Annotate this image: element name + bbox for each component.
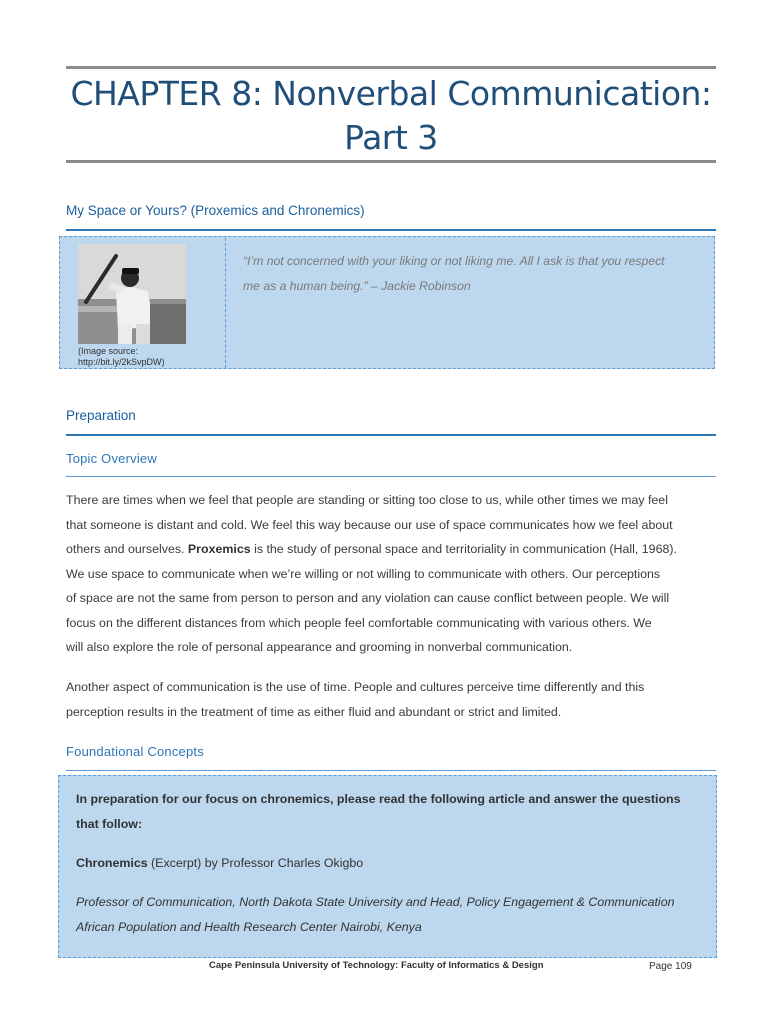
photo-illustration <box>78 244 186 344</box>
para1-text: is the study of personal space and territoriality in communication (Hall, 1968). <box>254 542 677 556</box>
chapter-title <box>66 72 716 160</box>
jackie-robinson-quote <box>243 249 703 299</box>
article-citation <box>76 851 706 876</box>
article-author: (Excerpt) by Professor Charles Okigbo <box>147 856 364 870</box>
preparation-rule <box>66 434 716 436</box>
topic-overview-rule <box>66 476 716 477</box>
topic-overview-paragraph <box>66 488 718 660</box>
foundational-concepts-rule <box>66 770 716 771</box>
title-bottom-rule <box>66 160 716 163</box>
para2-line: perception results in the treatment of time as either fluid and abundant or strict and limited. <box>66 704 562 719</box>
footer-institution: Cape Peninsula University of Technology: Faculty of Informatics & Design <box>209 960 544 971</box>
affiliation-line1: Professor of Communication, North Dakota State University and Head, Policy Engagement & Communication <box>76 895 675 909</box>
image-source-link[interactable]: http://bit.ly/2kSvpDW) <box>78 357 165 367</box>
image-source-caption <box>78 346 218 368</box>
time-paragraph <box>66 675 718 724</box>
preparation-heading: Preparation <box>66 408 136 423</box>
topic-overview-heading: Topic Overview <box>66 451 157 466</box>
reading-intro-line2: that follow: <box>76 816 143 831</box>
para1-line: There are times when we feel that people are standing or sitting too close to us, while other times we may feel <box>66 493 668 507</box>
reading-intro <box>76 787 706 836</box>
section-heading: My Space or Yours? (Proxemics and Chronemics) <box>66 203 365 218</box>
para2-line: Another aspect of communication is the use of time. People and cultures perceive time differently and this <box>66 680 645 694</box>
page-number: Page 109 <box>649 961 692 972</box>
section-rule <box>66 229 716 231</box>
article-title: Chronemics <box>76 856 148 870</box>
baseball-player-photo <box>78 244 186 344</box>
affiliation-line2: African Population and Health Research Center Nairobi, Kenya <box>76 919 422 934</box>
para1-line: that someone is distant and cold. We feel this way because our use of space communicates how we feel about <box>66 517 673 532</box>
para1-line-with-term <box>66 537 718 562</box>
para1-line: of space are not the same from person to person and any violation can cause conflict between people. We will <box>66 591 670 605</box>
chapter-title-line1: CHAPTER 8: Nonverbal Communication: <box>70 74 712 113</box>
para1-line: We use space to communicate when we’re willing or not willing to communicate with others. Our perceptions <box>66 566 661 581</box>
foundational-concepts-heading: Foundational Concepts <box>66 744 204 759</box>
para1-line: will also explore the role of personal appearance and grooming in nonverbal communication. <box>66 640 573 654</box>
quote-line1: “I’m not concerned with your liking or not liking me. All I ask is that you respect <box>243 254 665 268</box>
para1-line: focus on the different distances from which people feel comfortable communicating with various others. We <box>66 615 652 630</box>
proxemics-term: Proxemics <box>187 542 251 556</box>
chapter-title-line2: Part 3 <box>344 118 438 157</box>
quote-line2: me as a human being.” – Jackie Robinson <box>243 279 471 293</box>
title-top-rule <box>66 66 716 69</box>
reading-intro-line1: In preparation for our focus on chronemics, please read the following article and answer the questions <box>76 792 681 806</box>
author-affiliation <box>76 890 706 939</box>
para1-text: others and ourselves. <box>66 542 185 556</box>
image-caption-line1: (Image source: <box>78 346 139 356</box>
quote-box-divider <box>225 238 226 368</box>
